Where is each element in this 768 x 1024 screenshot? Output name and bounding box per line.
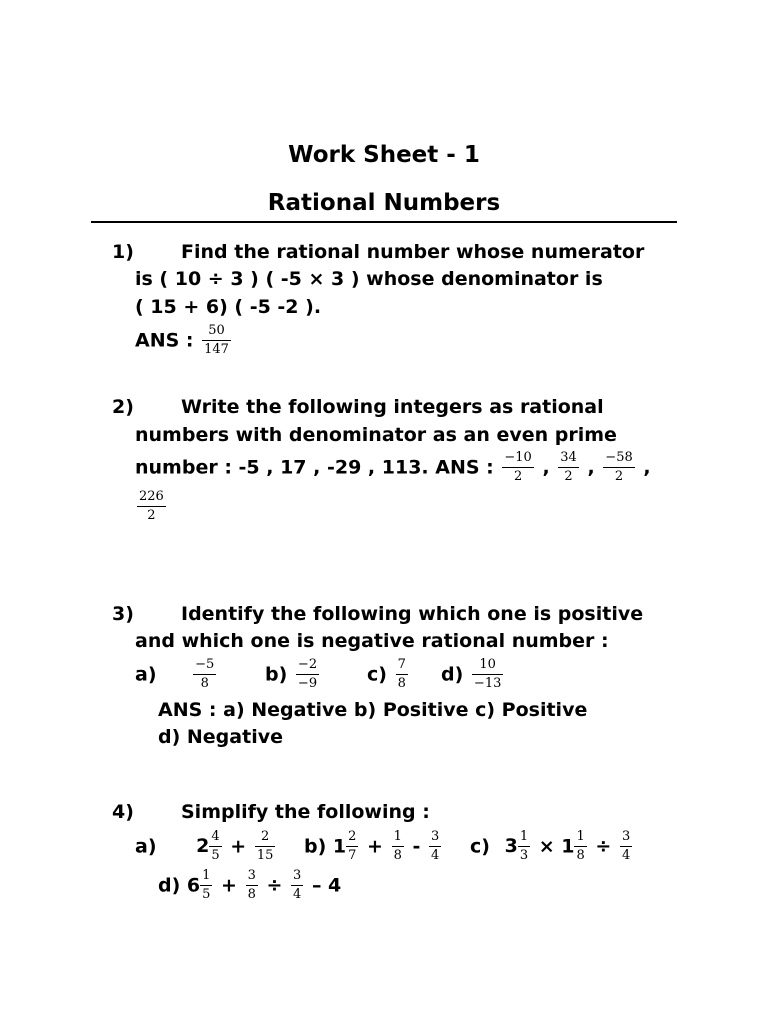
option-label: a)	[135, 663, 157, 686]
mixed-fraction: $\frac{2}{7}$	[348, 829, 357, 864]
q2-line2: numbers with denominator as an even prime	[135, 424, 617, 446]
q3-option-a	[135, 657, 218, 693]
worksheet-subtitle: Rational Numbers	[267, 190, 501, 216]
q2-line1: Write the following integers as rational	[181, 396, 604, 418]
option-fraction: $\frac{7}{8}$	[397, 657, 406, 692]
q3-option-b	[265, 657, 321, 693]
option-fraction: $\frac{-5}{8}$	[195, 657, 215, 692]
part-label: c)	[470, 835, 490, 858]
q4-number: 4)	[112, 801, 134, 823]
fraction: $\frac{3}{4}$	[293, 868, 302, 903]
q1-answer-fraction: $\frac{50}{147}$	[204, 323, 229, 358]
q1-number: 1)	[112, 241, 134, 263]
option-fraction: $\frac{-2}{-9}$	[297, 657, 318, 692]
q2-answer-fraction: $\frac{226}{2}$	[139, 489, 164, 524]
operator: -	[412, 835, 421, 858]
q3-number: 3)	[112, 603, 134, 625]
operator: +	[367, 835, 383, 858]
q4-part-b	[304, 829, 443, 865]
worksheet-title: Work Sheet - 1	[288, 142, 480, 168]
option-label: d)	[441, 663, 464, 686]
separator: ,	[542, 456, 550, 479]
separator: ,	[643, 456, 651, 479]
q4-part-c	[470, 829, 634, 865]
operator: ÷	[266, 874, 283, 897]
option-label: c)	[367, 663, 387, 686]
q3-answer-line1: ANS : a) Negative b) Positive c) Positive	[158, 699, 588, 721]
q1-answer-label: ANS :	[135, 329, 194, 352]
q3-answer-line2: d) Negative	[158, 726, 283, 748]
fraction: $\frac{3}{4}$	[431, 829, 440, 864]
operator: +	[230, 835, 247, 858]
operator: – 4	[311, 874, 342, 897]
option-label: b)	[265, 663, 288, 686]
q1-answer	[135, 323, 233, 359]
separator: ,	[587, 456, 595, 479]
q3-option-c	[367, 657, 410, 693]
operator: +	[221, 874, 237, 897]
q2-number: 2)	[112, 396, 134, 418]
q4-part-a	[135, 829, 277, 865]
part-label: b) 1	[304, 835, 347, 858]
q4-line1: Simplify the following :	[181, 801, 430, 823]
mixed-fraction: $\frac{4}{5}$	[211, 829, 220, 864]
q3-line1: Identify the following which one is positive	[181, 603, 644, 625]
q2-line3-text: number : -5 , 17 , -29 , 113. ANS :	[135, 456, 494, 479]
operator: ÷	[595, 835, 612, 858]
fraction: $\frac{3}{8}$	[247, 868, 256, 903]
fraction: $\frac{2}{15}$	[256, 829, 274, 864]
q2-line3	[135, 450, 651, 486]
q3-line2: and which one is negative rational number :	[135, 630, 609, 652]
q2-answer-fraction: $\frac{34}{2}$	[560, 450, 577, 485]
mixed-fraction: $\frac{1}{3}$	[519, 829, 529, 864]
q2-answer-fraction: $\frac{-58}{2}$	[605, 450, 633, 485]
whole-number: 3	[504, 835, 518, 858]
q3-option-d	[441, 657, 505, 693]
part-label: a)	[135, 835, 157, 858]
fraction: $\frac{1}{8}$	[393, 829, 402, 864]
header-divider	[91, 221, 677, 223]
q1-line1: Find the rational number whose numerator	[181, 241, 645, 263]
q2-answer-fraction: $\frac{-10}{2}$	[504, 450, 532, 485]
q4-part-d	[158, 868, 341, 904]
mixed-fraction: $\frac{1}{8}$	[576, 829, 585, 864]
q1-line3: ( 15 + 6) ( -5 -2 ).	[135, 296, 322, 318]
fraction: $\frac{3}{4}$	[621, 829, 631, 864]
mixed-fraction: $\frac{1}{5}$	[202, 868, 211, 903]
option-fraction: $\frac{10}{-13}$	[473, 657, 502, 692]
whole-number: 2	[196, 835, 210, 858]
operator: × 1	[538, 835, 575, 858]
part-label: d) 6	[158, 874, 201, 897]
q1-line2: is ( 10 ÷ 3 ) ( -5 × 3 ) whose denominator is	[135, 268, 603, 290]
q2-last-fraction-line	[135, 489, 168, 525]
